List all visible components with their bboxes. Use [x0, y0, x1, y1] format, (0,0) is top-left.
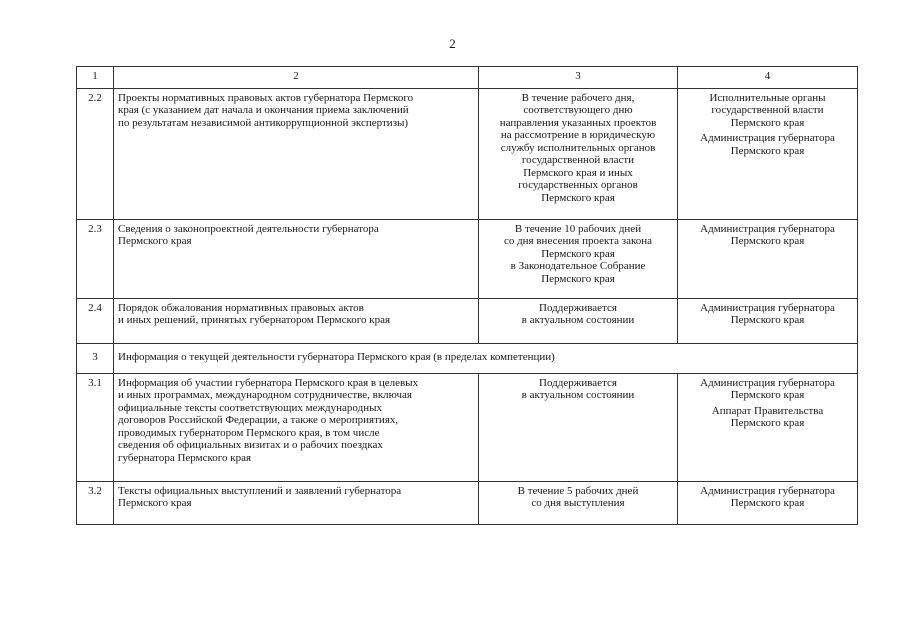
term-line: Пермского края	[541, 272, 615, 285]
table-row	[77, 298, 858, 343]
responsible-line: Исполнительные органы	[709, 91, 826, 104]
description-line: Проекты нормативных правовых актов губернатора Пермского	[118, 91, 414, 104]
term-line: Поддерживается	[539, 301, 617, 314]
description-line: Информация об участии губернатора Пермского края в целевых	[118, 376, 419, 389]
header-col-2: 2	[114, 67, 479, 89]
responsible-line: Пермского края	[730, 314, 805, 326]
term-line: службу исполнительных органов	[500, 141, 656, 154]
term-line: со дня выступления	[531, 497, 625, 509]
description-line: сведения об официальных визитах и о рабочих поездках	[118, 439, 383, 451]
responsible-line: Администрация губернатора	[700, 376, 835, 389]
term-line: государственных органов	[518, 179, 638, 191]
responsible-line: Аппарат Правительства	[711, 404, 824, 417]
row-responsible	[678, 373, 858, 481]
responsible-line: Администрация губернатора	[700, 132, 835, 144]
description-line: проводимых губернатором Пермского края, в том числе	[118, 426, 380, 439]
row-number: 3.2	[77, 481, 114, 524]
term-line: В течение рабочего дня,	[521, 91, 635, 104]
term-line: на рассмотрение в юридическую	[500, 129, 656, 141]
header-col-1: 1	[77, 67, 114, 89]
term-line: Пермского края	[541, 247, 615, 260]
term-line: соответствующего дню	[523, 104, 633, 116]
row-number: 2.2	[77, 88, 114, 219]
term-line: В течение 10 рабочих дней	[514, 222, 642, 235]
row-term	[479, 481, 678, 524]
row-responsible	[678, 298, 858, 343]
description-line: по результатам независимой антикоррупционной экспертизы)	[118, 116, 409, 129]
section-title: Информация о текущей деятельности губернатора Пермского края (в пределах компетенции)	[114, 343, 858, 373]
term-line: Пермского края и иных	[523, 166, 633, 179]
term-line: Поддерживается	[539, 376, 617, 389]
row-description	[114, 219, 479, 298]
term-line: в актуальном состоянии	[521, 389, 635, 401]
page-number: 2	[449, 36, 456, 51]
header-col-4: 4	[678, 67, 858, 89]
responsible-line: Администрация губернатора	[700, 484, 835, 497]
responsible-line: Пермского края	[730, 389, 805, 401]
row-term	[479, 373, 678, 481]
description-line: Пермского края	[118, 235, 192, 247]
row-description	[114, 481, 479, 524]
row-responsible	[678, 481, 858, 524]
section-number: 3	[77, 343, 114, 373]
section-row	[77, 343, 858, 373]
row-term	[479, 298, 678, 343]
description-line: официальные тексты соответствующих международных	[118, 401, 382, 414]
row-term	[479, 219, 678, 298]
responsible-line: Пермского края	[730, 497, 805, 509]
description-line: Пермского края	[118, 497, 192, 509]
table-row	[77, 219, 858, 298]
description-line: и иных программах, международном сотрудничестве, включая	[118, 389, 412, 401]
row-description	[114, 373, 479, 481]
description-line: края (с указанием дат начала и окончания приема заключений	[118, 104, 409, 116]
description-line: Сведения о законопроектной деятельности губернатора	[118, 222, 379, 235]
row-term	[479, 88, 678, 219]
responsible-line: Пермского края	[730, 144, 805, 157]
responsible-line: Администрация губернатора	[700, 222, 835, 235]
row-description	[114, 298, 479, 343]
responsible-line: Администрация губернатора	[700, 301, 835, 314]
term-line: направления указанных проектов	[499, 116, 657, 129]
information-table	[76, 66, 858, 525]
description-line: губернатора Пермского края	[118, 451, 252, 464]
description-line: Порядок обжалования нормативных правовых актов	[118, 301, 364, 314]
header-row	[77, 67, 858, 89]
row-responsible	[678, 88, 858, 219]
description-line: и иных решений, принятых губернатором Пермского края	[118, 314, 391, 326]
table-row	[77, 88, 858, 219]
description-line: Тексты официальных выступлений и заявлений губернатора	[118, 484, 402, 497]
responsible-line: Пермского края	[730, 116, 805, 129]
table-row	[77, 481, 858, 524]
description-line: договоров Российской Федерации, а также о мероприятиях,	[118, 414, 399, 426]
term-line: В течение 5 рабочих дней	[517, 484, 639, 497]
row-number: 2.3	[77, 219, 114, 298]
responsible-line: Пермского края	[730, 235, 805, 247]
term-line: в Законодательное Собрание	[510, 260, 646, 272]
term-line: в актуальном состоянии	[521, 314, 635, 326]
term-line: со дня внесения проекта закона	[503, 235, 653, 247]
row-number: 2.4	[77, 298, 114, 343]
table-row	[77, 373, 858, 481]
row-number: 3.1	[77, 373, 114, 481]
responsible-line: Пермского края	[730, 417, 805, 429]
term-line: государственной власти	[521, 154, 635, 166]
row-responsible	[678, 219, 858, 298]
term-line: Пермского края	[541, 191, 615, 204]
row-description	[114, 88, 479, 219]
header-col-3: 3	[479, 67, 678, 89]
responsible-line: государственной власти	[711, 104, 824, 116]
